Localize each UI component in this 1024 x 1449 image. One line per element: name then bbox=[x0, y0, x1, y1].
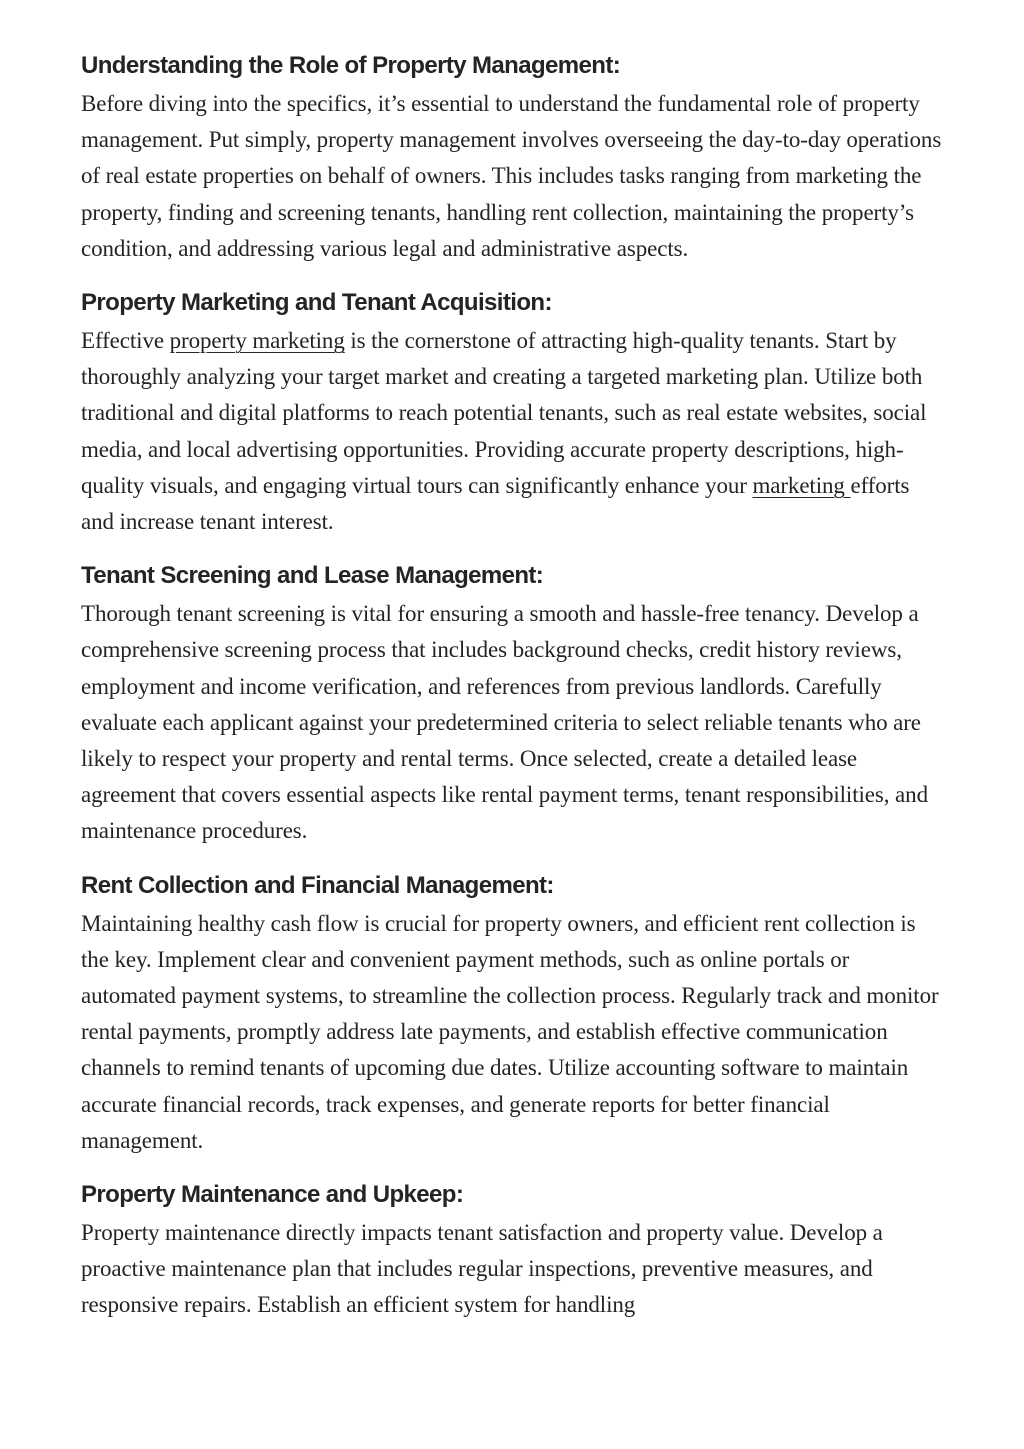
paragraph-text: efforts and increase tenant interest. bbox=[81, 472, 910, 535]
section-heading: Tenant Screening and Lease Management: bbox=[81, 562, 544, 590]
section-paragraph: Before diving into the specifics, it’s essential to understand the fundamental role of property management. Put simply, property management involves overseeing the day-to-day operations of real estate properties on behalf of owners. This includes tasks ranging from marketing the property, finding and screening tenants, handling rent collection, maintaining the property’s condition, and addressing various legal and administrative aspects. bbox=[81, 91, 942, 261]
section-rent-collection-financial bbox=[81, 870, 947, 1159]
section-heading: Rent Collection and Financial Management: bbox=[81, 871, 554, 899]
section-paragraph bbox=[81, 323, 947, 540]
section-heading: Property Maintenance and Upkeep: bbox=[81, 1181, 464, 1209]
article-body bbox=[81, 50, 947, 1344]
section-marketing-tenant-acquisition bbox=[81, 287, 947, 540]
section-role-of-property-management bbox=[81, 50, 947, 267]
section-maintenance-upkeep bbox=[81, 1179, 947, 1324]
section-heading: Property Marketing and Tenant Acquisition: bbox=[81, 289, 552, 317]
section-paragraph: Property maintenance directly impacts tenant satisfaction and property value. Develop a proactive maintenance plan that includes regular inspections, preventive measures, and responsive repairs. Establish an efficient system for handling bbox=[81, 1220, 883, 1318]
section-paragraph: Thorough tenant screening is vital for ensuring a smooth and hassle-free tenancy. Develop a comprehensive screening process that includes background checks, credit history reviews, employment and income verification, and references from previous landlords. Carefully evaluate each applicant against your predetermined criteria to select reliable tenants who are likely to respect your property and rental terms. Once selected, create a detailed lease agreement that covers essential aspects like rental payment terms, tenant responsibilities, and maintenance procedures. bbox=[81, 601, 928, 844]
section-paragraph: Maintaining healthy cash flow is crucial for property owners, and efficient rent collection is the key. Implement clear and convenient payment methods, such as online portals or automated payment systems, to streamline the collection process. Regularly track and monitor rental payments, promptly address late payments, and establish effective communication channels to remind tenants of upcoming due dates. Utilize accounting software to maintain accurate financial records, track expenses, and generate reports for better financial management. bbox=[81, 910, 939, 1153]
marketing-link[interactable]: marketing bbox=[752, 472, 851, 498]
paragraph-text: is the cornerstone of attracting high-quality tenants. Start by thoroughly analyzing your target market and creating a targeted marketing plan. Utilize both traditional and digital platforms to reach potential tenants, such as real estate websites, social media, and local advertising opportunities. Providing accurate property descriptions, high-quality visuals, and engaging virtual tours can significantly enhance your bbox=[81, 328, 927, 498]
paragraph-text: Effective bbox=[81, 328, 170, 354]
section-tenant-screening-lease bbox=[81, 560, 947, 849]
section-heading: Understanding the Role of Property Management: bbox=[81, 52, 621, 79]
property-marketing-link[interactable]: property marketing bbox=[169, 328, 345, 354]
